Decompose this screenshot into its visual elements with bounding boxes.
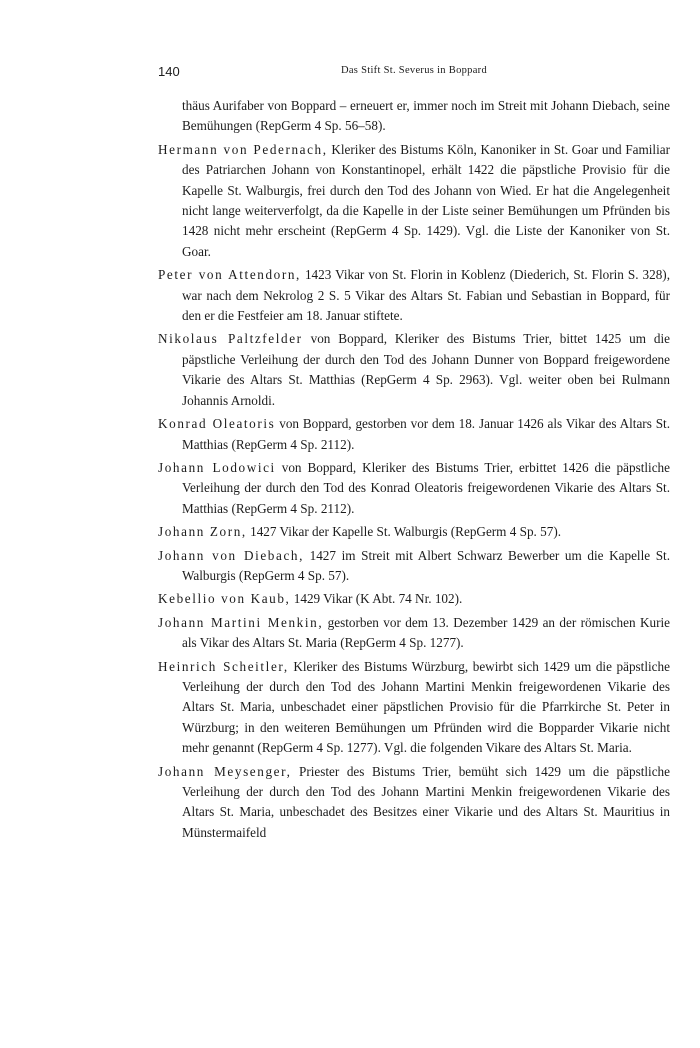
- entry-text: 1427 im Streit mit Albert Schwarz Bewerber um die Kapelle St. Walburgis (RepGerm 4 Sp. 57).: [182, 547, 670, 583]
- entry-johann-martini-menkin: [158, 613, 670, 654]
- page-body: [158, 96, 670, 846]
- entry-name: Johann Meysenger,: [158, 763, 292, 779]
- continued-entry: [158, 96, 670, 137]
- entry-konrad-oleatoris: [158, 414, 670, 455]
- entry-johann-lodowici: [158, 458, 670, 519]
- entry-text: 1427 Vikar der Kapelle St. Walburgis (RepGerm 4 Sp. 57).: [246, 524, 562, 540]
- entry-peter-von-attendorn: [158, 265, 670, 326]
- entry-text: 1423 Vikar von St. Florin in Koblenz (Diederich, St. Florin S. 328), war nach dem Nekrolog 2 S. 5 Vikar des Altars St. Fabian und Sebastian in Boppard, für den er die Festfeier am 18. Januar stiftete.: [182, 267, 670, 324]
- entry-kebellio-von-kaub: [158, 589, 670, 609]
- entry-name: Heinrich Scheitler,: [158, 658, 289, 674]
- entry-text: 1429 Vikar (K Abt. 74 Nr. 102).: [290, 591, 463, 607]
- entry-text: gestorben vor dem 13. Dezember 1429 an der römischen Kurie als Vikar des Altars St. Maria (RepGerm 4 Sp. 1277).: [182, 614, 671, 651]
- entry-name: Johann Martini Menkin,: [158, 614, 324, 630]
- page-header: [158, 64, 670, 84]
- entry-text: von Boppard, gestorben vor dem 18. Januar 1426 als Vikar des Altars St. Matthias (RepGerm 4 Sp. 2112).: [182, 416, 670, 452]
- entry-name: Johann von Diebach,: [158, 547, 304, 563]
- entry-name: Konrad Oleatoris: [158, 416, 276, 432]
- entry-name: Johann Lodowici: [158, 459, 276, 475]
- entry-johann-von-diebach: [158, 546, 670, 587]
- entry-text: Kleriker des Bistums Würzburg, bewirbt sich 1429 um die päpstliche Verleihung der durch den Tod des Johann Martini Menkin freigewordenen Vikarie des Altars St. Maria, unbeschadet einer päpstlichen Provisio für die Pfarrkirche St. Peter in Würzburg; in den weiteren Bemühungen um Pfründen wird die Bopparder Vikarie nicht mehr genannt (RepGerm 4 Sp. 1277). Vgl. die folgenden Vikare des Altars St. Maria.: [182, 658, 670, 756]
- entry-name: Peter von Attendorn,: [158, 267, 301, 283]
- entry-text: thäus Aurifaber von Boppard – erneuert er, immer noch im Streit mit Johann Diebach, seine Bemühungen (RepGerm 4 Sp. 56–58).: [182, 98, 670, 134]
- entry-name: Johann Zorn,: [158, 524, 247, 540]
- entry-text: Kleriker des Bistums Köln, Kanoniker in St. Goar und Familiar des Patriarchen Johann von Konstantinopel, erhält 1422 die päpstliche Provisio für die Kapelle St. Walburgis, frei durch den Tod des Johann von Wied. Er hat die Angelegenheit nicht lange weiterverfolgt, da die Kapelle in der Liste seiner Bemühungen um Pfründen bis 1428 nicht mehr erscheint (RepGerm 4 Sp. 1429). Vgl. die Liste der Kanoniker von St. Goar.: [182, 141, 671, 259]
- running-head: Das Stift St. Severus in Boppard: [340, 65, 488, 76]
- entry-text: Priester des Bistums Trier, bemüht sich 1429 um die päpstliche Verleihung der durch den Tod des Johann Martini Menkin freigewordenen Vikarie des Altars St. Maria, unbeschadet des Besitzes einer Vikarie und des Altars St. Mauritius in Münstermaifeld: [182, 763, 671, 840]
- page-number: 140: [158, 64, 180, 79]
- entry-name: Nikolaus Paltzfelder: [158, 331, 303, 347]
- entry-text: von Boppard, Kleriker des Bistums Trier, bittet 1425 um die päpstliche Verleihung der durch den Tod des Johann Dunner von Boppard freigewordene Vikarie des Altars St. Matthias (RepGerm 4 Sp. 2963). Vgl. weiter oben bei Rulmann Johannis Arnoldi.: [182, 331, 671, 408]
- entry-name: Hermann von Pedernach,: [158, 141, 328, 157]
- entry-text: von Boppard, Kleriker des Bistums Trier, erbittet 1426 die päpstliche Verleihung der durch den Tod des Konrad Oleatoris freigewordenen Vikarie des Altars St. Matthias (RepGerm 4 Sp. 2112).: [182, 459, 670, 516]
- entry-nikolaus-paltzfelder: [158, 329, 670, 411]
- entry-name: Kebellio von Kaub,: [158, 591, 291, 607]
- entry-johann-zorn: [158, 522, 670, 542]
- entry-johann-meysenger: [158, 762, 670, 844]
- entry-heinrich-scheitler: [158, 657, 670, 759]
- entry-hermann-von-pedernach: [158, 140, 670, 262]
